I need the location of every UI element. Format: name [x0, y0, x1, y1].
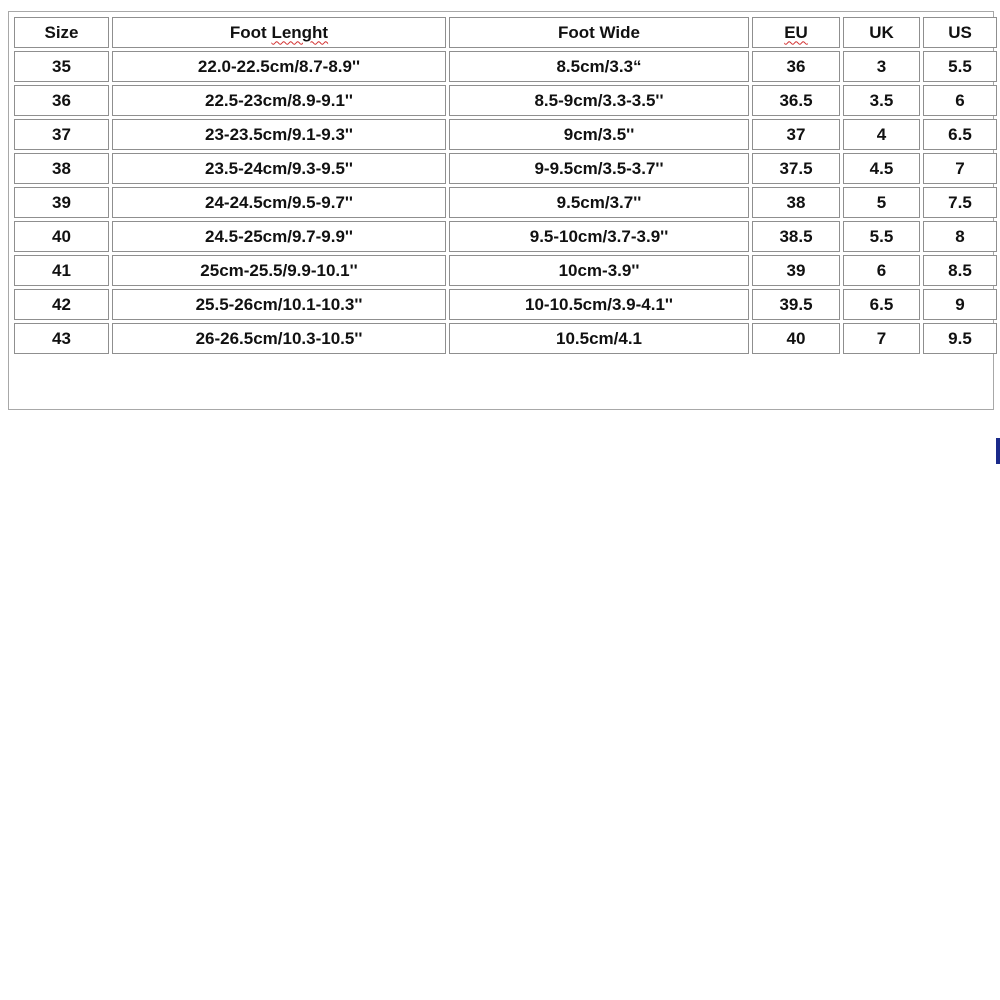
- cell-foot-wide: 10cm-3.9'': [449, 255, 749, 286]
- header-eu: [752, 17, 840, 48]
- cell-foot-length: 24.5-25cm/9.7-9.9'': [112, 221, 446, 252]
- cell-eu: 36: [752, 51, 840, 82]
- edge-marker: [996, 438, 1000, 464]
- cell-size: 35: [14, 51, 109, 82]
- cell-eu: 39.5: [752, 289, 840, 320]
- cell-us: 9: [923, 289, 997, 320]
- cell-foot-length: 23-23.5cm/9.1-9.3'': [112, 119, 446, 150]
- cell-foot-wide: 8.5-9cm/3.3-3.5'': [449, 85, 749, 116]
- cell-size: 41: [14, 255, 109, 286]
- cell-us: 5.5: [923, 51, 997, 82]
- cell-foot-length: 22.0-22.5cm/8.7-8.9'': [112, 51, 446, 82]
- header-eu-text: EU: [784, 22, 808, 42]
- cell-us: 9.5: [923, 323, 997, 354]
- cell-foot-length: 24-24.5cm/9.5-9.7'': [112, 187, 446, 218]
- cell-size: 39: [14, 187, 109, 218]
- cell-foot-wide: 9cm/3.5'': [449, 119, 749, 150]
- size-chart-sheet: [8, 11, 994, 410]
- cell-foot-length: 26-26.5cm/10.3-10.5'': [112, 323, 446, 354]
- cell-size: 43: [14, 323, 109, 354]
- cell-foot-wide: 10.5cm/4.1: [449, 323, 749, 354]
- cell-foot-length: 25cm-25.5/9.9-10.1'': [112, 255, 446, 286]
- table-row: [14, 153, 997, 184]
- table-row: [14, 51, 997, 82]
- cell-foot-length: 25.5-26cm/10.1-10.3'': [112, 289, 446, 320]
- cell-foot-wide: 9.5-10cm/3.7-3.9'': [449, 221, 749, 252]
- misspelled-word: Lenght: [271, 22, 329, 42]
- header-us: US: [923, 17, 997, 48]
- table-row: [14, 289, 997, 320]
- cell-size: 40: [14, 221, 109, 252]
- cell-us: 7.5: [923, 187, 997, 218]
- cell-foot-length: 23.5-24cm/9.3-9.5'': [112, 153, 446, 184]
- table-row: [14, 85, 997, 116]
- cell-uk: 6: [843, 255, 920, 286]
- cell-foot-wide: 9-9.5cm/3.5-3.7'': [449, 153, 749, 184]
- header-foot-length-text: Foot Lenght: [229, 22, 329, 42]
- table-row: [14, 323, 997, 354]
- cell-foot-wide: 10-10.5cm/3.9-4.1'': [449, 289, 749, 320]
- header-foot-wide: Foot Wide: [449, 17, 749, 48]
- cell-eu: 38: [752, 187, 840, 218]
- table-row: [14, 255, 997, 286]
- cell-us: 8: [923, 221, 997, 252]
- cell-us: 6: [923, 85, 997, 116]
- cell-eu: 36.5: [752, 85, 840, 116]
- cell-uk: 5.5: [843, 221, 920, 252]
- table-body: [14, 51, 997, 354]
- table-row: [14, 187, 997, 218]
- header-foot-length: [112, 17, 446, 48]
- cell-eu: 37: [752, 119, 840, 150]
- cell-size: 36: [14, 85, 109, 116]
- cell-uk: 6.5: [843, 289, 920, 320]
- cell-foot-length: 22.5-23cm/8.9-9.1'': [112, 85, 446, 116]
- cell-foot-wide: 8.5cm/3.3“: [449, 51, 749, 82]
- cell-uk: 7: [843, 323, 920, 354]
- cell-uk: 5: [843, 187, 920, 218]
- cell-foot-wide: 9.5cm/3.7'': [449, 187, 749, 218]
- header-uk: UK: [843, 17, 920, 48]
- cell-us: 6.5: [923, 119, 997, 150]
- cell-eu: 39: [752, 255, 840, 286]
- cell-eu: 40: [752, 323, 840, 354]
- cell-us: 8.5: [923, 255, 997, 286]
- cell-eu: 37.5: [752, 153, 840, 184]
- size-chart-table: [11, 14, 1000, 357]
- cell-uk: 4: [843, 119, 920, 150]
- table-row: [14, 119, 997, 150]
- cell-uk: 4.5: [843, 153, 920, 184]
- cell-size: 37: [14, 119, 109, 150]
- table-row: [14, 221, 997, 252]
- cell-size: 42: [14, 289, 109, 320]
- cell-us: 7: [923, 153, 997, 184]
- cell-size: 38: [14, 153, 109, 184]
- cell-uk: 3: [843, 51, 920, 82]
- cell-uk: 3.5: [843, 85, 920, 116]
- header-size: Size: [14, 17, 109, 48]
- table-header-row: [14, 17, 997, 48]
- cell-eu: 38.5: [752, 221, 840, 252]
